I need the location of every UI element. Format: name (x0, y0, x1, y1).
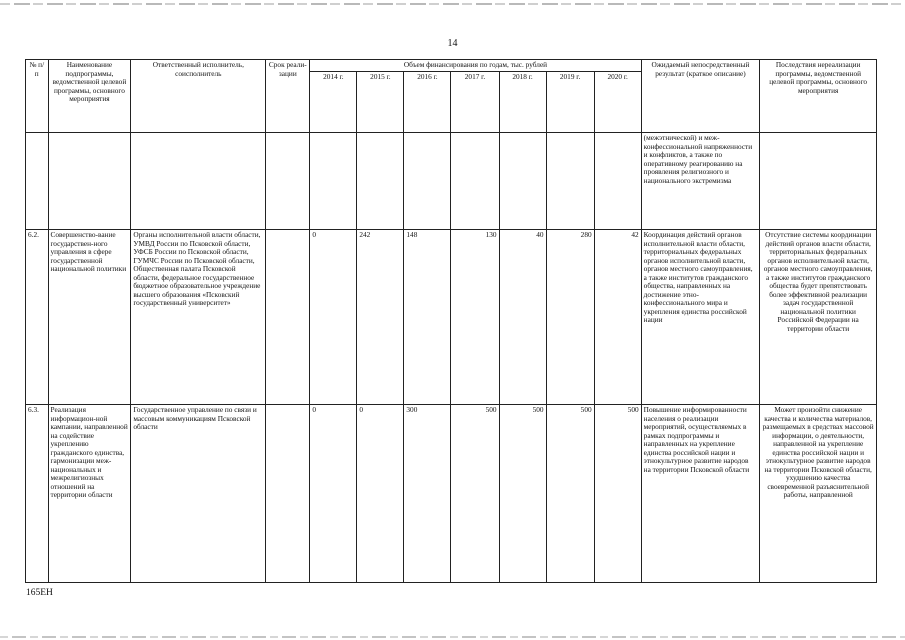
row-value: 130 (451, 230, 499, 405)
row-value (594, 133, 641, 230)
row-value (546, 133, 594, 230)
scan-top-edge (0, 3, 905, 5)
header-year: 2017 г. (451, 72, 499, 133)
row-result: Координация действий органов исполнительной власти области, территориальных федеральных органов исполнительной власти, органов местного самоуправления, а также институтов гражданского общества, направленных на достижение этно-конфессионального мира и укрепления единства российской нации (641, 230, 760, 405)
header-year: 2014 г. (310, 72, 357, 133)
row-consequences: Может произойти снижение качества и количества материалов, размещаемых в средствах массовой информации, о деятельности, направленной на укрепление единства российской нации и этнокультурное развитие народов на территории Псковской области, ухудшению качества своевременной разъяснительной работы, направленной (760, 405, 877, 583)
row-name: Реализация информацион-ной кампании, направленной на содействие укреплению гражданского единства, гармонизации меж-национальных и межрелигиозных отношений на территории области (48, 405, 131, 583)
row-executor: Государственное управление по связи и массовым коммуникациям Псковской области (131, 405, 266, 583)
row-value: 0 (310, 230, 357, 405)
page-number: 14 (447, 38, 458, 49)
row-value: 500 (546, 405, 594, 583)
row-value: 42 (594, 230, 641, 405)
header-year: 2018 г. (499, 72, 546, 133)
header-year: 2016 г. (404, 72, 451, 133)
row-value: 40 (499, 230, 546, 405)
row-term (266, 230, 310, 405)
header-name: Наименование подпрограммы, ведомственной целевой программы, основного мероприятия (48, 60, 131, 133)
row-value: 0 (357, 405, 404, 583)
header-term: Срок реали-зации (266, 60, 310, 133)
header-executor: Ответственный исполнитель, соисполнитель (131, 60, 266, 133)
row-value: 500 (499, 405, 546, 583)
header-year: 2020 г. (594, 72, 641, 133)
row-value (499, 133, 546, 230)
row-value: 300 (404, 405, 451, 583)
table-row (26, 133, 877, 230)
row-value (404, 133, 451, 230)
row-number: 6.3. (26, 405, 49, 583)
table-row (26, 405, 877, 583)
row-number (26, 133, 49, 230)
program-table (25, 59, 877, 583)
row-consequences: Отсутствие системы координации действий органов власти области, территориальных федеральных органов исполнительной власти, органов местного самоуправления, а также институтов гражданского общества будет препятствовать более эффективной реализации задач государственной национальной политики Российской Федерации на территории области (760, 230, 877, 405)
row-number: 6.2. (26, 230, 49, 405)
row-executor (131, 133, 266, 230)
header-result: Ожидаемый непосредственный результат (краткое описание) (641, 60, 760, 133)
row-result: (межэтнической) и меж-конфессиональной напряженности и конфликтов, а также по оперативному реагированию на проявления религиозного и национального экстремизма (641, 133, 760, 230)
row-consequences (760, 133, 877, 230)
row-term (266, 133, 310, 230)
row-term (266, 405, 310, 583)
row-value: 0 (310, 405, 357, 583)
scan-bottom-edge (0, 636, 905, 638)
row-value: 280 (546, 230, 594, 405)
row-value (310, 133, 357, 230)
row-value (451, 133, 499, 230)
row-result: Повышение информированности населения о реализации мероприятий, осуществляемых в рамках подпрограммы и направленных на укрепление единства российской нации и этнокультурное развитие народов на территории Псковской области (641, 405, 760, 583)
header-funding: Объем финансирования по годам, тыс. рублей (310, 60, 641, 72)
row-value: 500 (451, 405, 499, 583)
table-row (26, 230, 877, 405)
header-no: № п/п (26, 60, 49, 133)
row-name (48, 133, 131, 230)
row-value: 242 (357, 230, 404, 405)
row-executor: Органы исполнительной власти области, УМВД России по Псковской области, УФСБ России по Псковской области, ГУМЧС России по Псковской области, Общественная палата Псковской области, федеральное государственное бюджетное образовательное учреждение высшего образования «Псковский государственный университет» (131, 230, 266, 405)
header-consequences: Последствия нереализации программы, ведомственной целевой программы, основного мероприятия (760, 60, 877, 133)
row-value (357, 133, 404, 230)
header-year: 2015 г. (357, 72, 404, 133)
header-year: 2019 г. (546, 72, 594, 133)
document-code: 165EH (26, 588, 53, 598)
row-value: 148 (404, 230, 451, 405)
row-value: 500 (594, 405, 641, 583)
row-name: Совершенство-вание государствен-ного управления в сфере государственной национальной политики (48, 230, 131, 405)
